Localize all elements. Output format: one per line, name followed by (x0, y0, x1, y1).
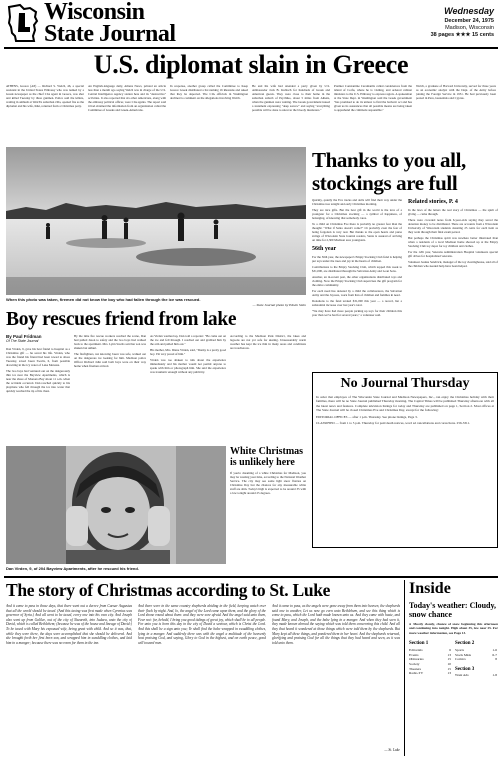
masthead-day: Wednesday (444, 6, 494, 16)
stockings-paragraph: For each need has donated by a child the collaborators, the Salvation Army and the Jaycees, work from lists of children and families in need. (312, 289, 402, 297)
boy-paragraph: According to the Madison Park District, the lakes and lagoons are not yet safe for skating. Unseasonably warm weather has kept the ice thin in many areas and conditions are treacherous. (230, 334, 306, 350)
lead-column-6 (416, 84, 496, 144)
index-name: Comics (455, 657, 466, 662)
no-journal-editorial: EDITORIAL OFFICES — after 1 p.m. Thursday. See phone listings, Page 3. (316, 415, 418, 420)
lead-column-3 (170, 84, 248, 144)
index-name: Section 3 (455, 666, 475, 672)
index-name: Events (409, 652, 419, 657)
stockings-paragraph: To a child on Christmas Eve there is probably no greater fear than the thought: "What if Santa doesn't come?" Or probably even the fear of being forgotten is very real. But thanks to the open hearts and purse strings of Wisconsin State Journal readers, Santa is assured of arriving on time for 2,300 Madison area youngsters. (312, 222, 402, 242)
index-name: Editorials (409, 648, 423, 653)
index-row (455, 673, 497, 678)
index-page: 15 (447, 666, 451, 671)
index-name: Stock Mkts (455, 652, 472, 657)
stockings-paragraph: For the 56th year, the newspaper's Empty Stocking Club fund is helping put toys under the trees and joy in the hearts of children. (312, 255, 402, 263)
stockings-paragraph: Quickly, quietly the Eve tracks and dolls will find their way under the Christmas tree tonight and early Christmas morning. (312, 198, 402, 206)
weather-title: Today's weather: Cloudy, snow chance (409, 601, 497, 619)
boy-paragraph: The two boys had ventured out on the dangerously thin ice near the Bayview Apartments, which is near the shore of Monona Bay about 11 a.m. when the accident occurred. Dan reached quickly to his playmate who fell through the ice into water that quickly reached the tip of his chest. (6, 369, 70, 393)
boy-byline (6, 334, 70, 343)
luke-attribution: — St. Luke (384, 748, 400, 752)
index-row (409, 671, 451, 676)
boy-portrait-photo (6, 446, 226, 564)
masthead-title-line2: State Journal (44, 21, 176, 47)
caption-text: When this photo was taken, firemen did not know the boy who had fallen through the ice was rescued. (6, 297, 201, 302)
portrait-caption: Dan Virden, 9, of 204 Bayview Apartments, after he rescued his friend. (6, 566, 139, 571)
lead-paragraph: ATHENS, Greece (AP) — Richard S. Welch, 46, a special assistant in the United States Embassy who was named by a Greek newspaper as the chief CIA agent in Greece, was shot and killed Tuesday by three gunmen. Police said the killers, waiting in ambush at Welch's suburban villa, opened fire as the diplomat and his wife, Kiki, returned from a Christmas party. (6, 84, 84, 108)
boy-paragraph: Virden was too shaken to talk about the experience immediately and his mother would not permit anyone to speak with him or photograph him. She said the experience was traumatic enough without any publicity. (150, 358, 226, 374)
lake-photo-caption (6, 297, 306, 302)
no-journal-box (312, 372, 498, 548)
inside-headline: Inside (409, 580, 451, 597)
index-section (455, 641, 497, 677)
masthead (4, 2, 498, 47)
boy-column-3 (150, 334, 226, 444)
stockings-paragraph: "We may have had more people picking up toys for their children this year than we've had for several years," a volunteer said. (312, 309, 402, 317)
index-section-title: Section 2 (455, 641, 475, 647)
boy-column-1 (6, 347, 70, 444)
no-journal-classified: CLASSIFIED — from 1 to 5 p.m. Thursday for paid death notices, word ad cancellations and corrections. 256-3311. (316, 421, 471, 426)
boy-column-4 (230, 334, 306, 444)
related-body (408, 208, 498, 368)
no-journal-body: In order that employes of The Wisconsin State Journal and Madison Newspapers, Inc., can enjoy the Christmas holiday with their families, there will be no State Journal published Thursday morning. The Capital Times will be published Thursday afternoon with all the latest news and features. Complete television listings for today and Thursday are published on page 1, Section 2. Most offices at The State Journal will be closed Christmas Eve and Christmas Day, except for the following: (316, 395, 494, 412)
index-page: 8 (495, 657, 497, 662)
index-name: Society (409, 662, 420, 666)
lake-photo (6, 147, 306, 295)
weather-body: ● Mostly cloudy, chance of snow beginning this afternoon and continuing into tonight. High about 35, low near 25. For more weather information, see Page 13. (409, 622, 498, 635)
related-paragraph: In the laws of the letters the real story of Christmas — the spirit of giving — came through. (408, 208, 498, 216)
index-page: 1-8 (492, 672, 497, 677)
lead-paragraph: Welch, a graduate of Harvard University, served for three years as an economic analyst with the Dept. of the Army before joining the Foreign Service in 1951. He had previously been posted in Peru, Guatemala and Cyprus. (416, 84, 496, 100)
bottom-section-rule (4, 576, 498, 578)
index-page: 1-6 (492, 648, 497, 653)
index-page: 10 (447, 662, 451, 666)
luke-column-2: And there were in the same country shepherds abiding in the field, keeping watch over their flock by night. And, lo, the angel of the Lord came upon them, and the glory of the Lord shone round about them: and they were sore afraid. And the angel said unto them, Fear not: for, behold, I bring you good tidings of great joy, which shall be to all people. For unto you is born this day in the city of David a saviour, which is Christ the Lord. And this shall be a sign unto you; Ye shall find the babe wrapped in swaddling clothes, lying in a manger. And suddenly there was with the angel a multitude of the heavenly host praising God, and saying, Glory to God in the highest, and on earth peace, good will toward men. (138, 604, 266, 645)
index-name: Obituaries (409, 657, 424, 662)
masthead-date: December 24, 1975 (444, 18, 494, 24)
lead-paragraph: Premier Constantine Caramanlis called condolences from the island of Corfu, where he is visiting, and ordered cabinet ministers to the U.S. Embassy to express regrets. A spokesman at the State Dept. in Washington said the Greek government "has promised to do its utmost to find the barbaric act and has given us its assurances that all possible means are being taken to apprehend the criminals responsible." (334, 84, 412, 112)
masthead-price: 38 pages ★★★ 15 cents (430, 32, 494, 38)
index-section-title: Section 1 (409, 641, 429, 647)
lead-column-1 (6, 84, 84, 144)
index-page: 6-7 (492, 652, 497, 657)
lead-paragraph: He and his wife had attended a party given by U.S. Ambassador Jack B. Kubisch for hundreds of Greek and American guests. They were close to their home in the suburban suburb of Psychiko, about 5 miles from Athens, when the gunmen were waiting. The Greek government issued a statement expressing "deep sorrow" and saying "everything possible will be done to uncover the bloody murderers." (252, 84, 330, 112)
white-christmas-body: If you're dreaming of a white Christmas for Madison, you may be wasting your time, according to the National Weather Service. The city may see some light snow flurries on Christmas Day but the chances for any measurable white stuff are slim. Today's high is expected to be around 35 with a low tonight around 25 degrees. (230, 471, 306, 495)
lake-photo-credit: — State Journal photo by Edwin Stein (252, 303, 306, 307)
byline-affiliation: Of The State Journal (6, 339, 39, 343)
white-christmas-headline: White Christmas is unlikely here (230, 446, 304, 468)
boy-paragraph: The firefighters, not knowing Jason was safe, walked out on the dangerous ice looking for him. Madison police Officer Richard Jahn said both boys were on their way home when firemen arrived. (74, 352, 146, 368)
related-paragraph: Volunteer Jeanne Sandvick, manager of the toy clearinghouse, said all of the children who needed help have been helped. (408, 260, 498, 268)
masthead-city: Madison, Wisconsin (445, 25, 494, 31)
index-name: Sports (455, 648, 464, 653)
index-page: 13 (447, 652, 451, 657)
index-page: 6 (449, 648, 451, 653)
boy-paragraph: By the time fire rescue workers reached the scene, Dan had pulled Jason to safety and the two boys had walked back to the apartment. Mrs. Lynn Swelts said her son was shaken but unhurt. (74, 334, 146, 350)
boy-paragraph: As Virden warmed up, Dan told a reporter: "He came out on the ice and fell through. I reached out and grabbed him by the arm and pulled him out." (150, 334, 226, 346)
masthead-title-line1: Wisconsin (44, 0, 145, 25)
state-outline-logo (6, 3, 40, 43)
lead-paragraph: An English-language daily, Athens News, printed an article less than a month ago saying Welch was in charge of the U.S. Central Intelligence Agency station here and its "destructive" activities. It also reported that six other Americans, along with the embassy political officer, were CIA agents. The report said it had obtained the information from an organization called the Committee of Greeks and Greek-Americans. (88, 84, 166, 112)
lead-column-4 (252, 84, 330, 144)
byline-name: By Paul Fridman (6, 334, 42, 339)
index-section (409, 641, 451, 677)
stockings-headline (312, 149, 498, 195)
masthead-rule (4, 47, 498, 49)
index-page: 13 (447, 671, 451, 676)
stockings-headline-text: Thanks to you all, stockings are full (312, 148, 466, 195)
stockings-subhead: 56th year (312, 246, 337, 252)
lead-column-2 (88, 84, 166, 144)
boy-column-2 (74, 334, 146, 444)
index-name: Theaters (409, 666, 422, 671)
related-headline: Related stories, P. 4 (408, 199, 458, 205)
related-paragraph: There were crowded notes from 6-year-olds saying they saved the donation money to be distributed. There are accounts from a Wisconsin University of Wisconsin students donating 25 cents for each item as they went through their final exam period. (408, 218, 498, 234)
stockings-paragraph: Donations to the fund totaled $31,000 this year — a record, but a substantial increase over last year's total. (312, 299, 402, 307)
stockings-column-1 (312, 198, 402, 370)
no-journal-headline: No Journal Thursday (340, 376, 470, 391)
white-christmas-sidebar (230, 446, 306, 572)
stockings-paragraph: Another, an in-recent past, the other organizations distributed toys and clothing. Now the Empty Stocking Club supervises the gift program for the entire community. (312, 275, 402, 287)
index-name: Want Ads (455, 672, 469, 677)
inside-box (404, 580, 498, 756)
luke-headline: The story of Christmas according to St. Luke (6, 580, 331, 600)
lead-headline: U.S. diplomat slain in Greece (93, 50, 409, 79)
stockings-paragraph: They are nice gifts. But the best gift in the world is the love of a youngster for a Christmas stocking — a symbol of happiness, of belonging, of knowing that somebody cares. (312, 208, 402, 220)
stockings-paragraph: Contributions to the Empty Stocking Club, which topped this week to $31,000, are distributed through the Salvation Army and Loan Sons. (312, 265, 402, 273)
index-page: 15 (447, 657, 451, 662)
index-name: Radio-TV (409, 671, 424, 676)
luke-column-1: And it came to pass in those days, that there went out a decree from Caesar Augustus that all the world should be taxed. (And this taxing was first made when Cyrenius was governor of Syria.) And all went to be taxed, every one into his own city. And Joseph also went up from Galilee, out of the city of Nazareth, into Judaea, unto the city of David, which is called Bethlehem; (because he was of the house and lineage of David:) To be taxed with Mary his espoused wife, being great with child. And so it was, that, while they were there, the days were accomplished that she should be delivered. And she brought forth her first born son, and wrapped him in swaddling clothes, and laid him in a manger; because there was no room for them in the inn. (6, 604, 132, 645)
index-sections (409, 641, 498, 677)
boy-paragraph: His mother, Mrs. Diane Virden, said, "Danny is a pretty good boy. I'm very proud of him." (150, 348, 226, 356)
boy-paragraph: Dan Virden, 9, gave his best friend to hospital as a Christmas gift — he saved his life. Virden, who was the friend his friend had been rowed to shore Tuesday, saved Jason Swelts, 6, from possible drowning in the icy water of Lake Monona. (6, 347, 70, 367)
lead-paragraph: In response, another group called the Committee to Keep Greece Greek distributed a list naming 16 Russians and asked that they be deported. The CIA officials in Washington declined to comment on the allegations involving Welch. (170, 84, 248, 100)
related-paragraph: But perhaps the Christmas spirit was nowhere better illustrated than when a residents of a local Madison home showed up at the Empty Stocking Club toy depot for toy children and clothes. (408, 236, 498, 248)
related-paragraph: For the 12th year, Veterans Administration Hospital volunteers special gift drives for hospitalized veterans. (408, 250, 498, 258)
boy-headline: Boy rescues friend from lake (6, 309, 237, 330)
luke-column-3: And it came to pass, as the angels were gone away from them into heaven, the shepherds said one to another, Let us now go even unto Bethlehem, and see this thing which is come to pass, which the Lord hath made known unto us. And they came with haste, and found Mary, and Joseph, and the babe lying in a manger. And when they had seen it, they made known abroad the saying which was told them concerning this child. And all they that heard it wondered at those things which were told them by the shepherds. But Mary kept all these things, and pondered them in her heart. And the shepherds returned, glorifying and praising God for all the things that they had heard and seen, as it was told unto them. (272, 604, 400, 645)
lead-column-5 (334, 84, 412, 144)
related-stories (408, 198, 498, 370)
